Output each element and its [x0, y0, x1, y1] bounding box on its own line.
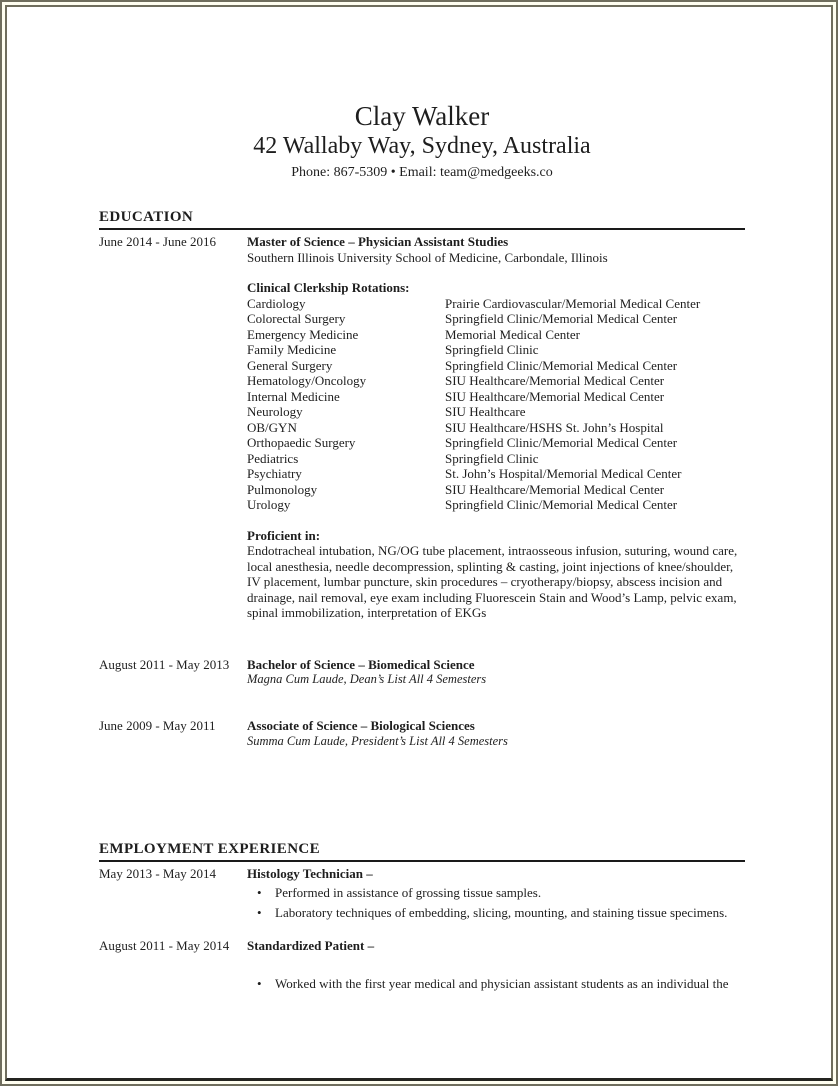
rotation-specialty: Pediatrics	[247, 450, 299, 466]
employment-heading: EMPLOYMENT EXPERIENCE	[99, 841, 745, 862]
rotation-site: Springfield Clinic	[445, 450, 539, 466]
rotation-site: Springfield Clinic	[445, 342, 539, 357]
degree-title: Master of Science – Physician Assistant Studies	[247, 234, 509, 249]
rotation-site: SIU Healthcare/Memorial Medical Center	[445, 388, 665, 404]
bullet-item	[247, 976, 745, 992]
entry-dates: May 2013 - May 2014	[99, 865, 216, 881]
education-entry-associates	[99, 718, 745, 749]
rotation-site: Memorial Medical Center	[445, 326, 581, 342]
entry-dates: August 2011 - May 2014	[99, 938, 230, 953]
entry-content	[247, 866, 745, 921]
proficient-text: Endotracheal intubation, NG/OG tube placement, intraosseous infusion, suturing, wound care, local anesthesia, needle decompression, splinting & casting, joint injections of knee/shoulder, IV placement, lumbar puncture, skin procedures – cryotherapy/biopsy, abscess incision and drainage, nail removal, eye exam including Fluorescein Stain and Wood’s Lamp, pelvic exam, spinal immobilization, interpretation of EKGs	[247, 543, 738, 620]
job-bullets	[247, 976, 745, 992]
bullet-item	[247, 885, 745, 901]
spacer	[247, 265, 745, 280]
rotation-site: Springfield Clinic/Memorial Medical Center	[445, 311, 678, 326]
bullet-icon	[247, 905, 275, 921]
rotation-site: SIU Healthcare/Memorial Medical Center	[445, 373, 665, 388]
rotation-site: SIU Healthcare/HSHS St. John’s Hospital	[445, 419, 664, 435]
rotation-specialty: Cardiology	[247, 295, 306, 311]
job-bullets	[247, 885, 745, 920]
rotation-specialty: Pulmonology	[247, 481, 318, 497]
rotation-site: Springfield Clinic/Memorial Medical Center	[445, 357, 678, 373]
rotation-specialty: Family Medicine	[247, 342, 337, 357]
rotation-specialty: Hematology/Oncology	[247, 373, 367, 388]
degree-honors: Magna Cum Laude, Dean’s List All 4 Semesters	[247, 672, 487, 686]
rotation-row	[247, 389, 745, 405]
rotation-row	[247, 482, 745, 498]
employment-section	[99, 841, 745, 992]
entry-content	[247, 718, 745, 749]
bullet-icon	[247, 885, 275, 901]
person-address: 42 Wallaby Way, Sydney, Australia	[253, 133, 591, 159]
rotation-row	[247, 466, 745, 482]
rotation-row	[247, 327, 745, 343]
degree-school: Southern Illinois University School of Medicine, Carbondale, Illinois	[247, 249, 608, 265]
degree-title: Associate of Science – Biological Sciences	[247, 718, 475, 733]
rotation-site: SIU Healthcare/Memorial Medical Center	[445, 481, 665, 497]
rotation-specialty: Neurology	[247, 404, 303, 419]
education-section	[99, 209, 745, 749]
rotation-row	[247, 358, 745, 374]
rotation-row	[247, 435, 745, 451]
entry-content	[247, 938, 745, 991]
employment-entry-standardized-patient	[99, 938, 745, 991]
rotation-row	[247, 373, 745, 389]
proficient-heading: Proficient in:	[247, 527, 321, 543]
rotations-list	[247, 296, 745, 513]
employment-entry-histology	[99, 866, 745, 921]
education-entry-masters	[99, 234, 745, 621]
rotation-specialty: Internal Medicine	[247, 388, 340, 404]
bullet-text: Worked with the first year medical and physician assistant students as an individual the	[275, 975, 729, 991]
job-title: Standardized Patient –	[247, 938, 375, 953]
contact-line: Phone: 867-5309 • Email: team@medgeeks.co	[291, 165, 553, 180]
person-name: Clay Walker	[354, 101, 490, 131]
entry-dates: June 2014 - June 2016	[99, 234, 216, 249]
rotation-row	[247, 404, 745, 420]
rotation-specialty: Emergency Medicine	[247, 326, 359, 342]
entry-dates: June 2009 - May 2011	[99, 718, 216, 733]
rotation-specialty: Urology	[247, 497, 291, 512]
rotation-site: St. John’s Hospital/Memorial Medical Center	[445, 466, 682, 481]
rotation-site: SIU Healthcare	[445, 404, 526, 419]
education-entry-bachelors	[99, 657, 745, 688]
rotation-specialty: Colorectal Surgery	[247, 311, 346, 326]
rotation-specialty: Psychiatry	[247, 466, 302, 481]
rotation-row	[247, 451, 745, 467]
job-title: Histology Technician –	[247, 865, 373, 881]
bullet-icon	[247, 976, 275, 992]
rotation-row	[247, 420, 745, 436]
rotation-specialty: Orthopaedic Surgery	[247, 435, 356, 450]
degree-title: Bachelor of Science – Biomedical Science	[247, 656, 475, 672]
rotation-row	[247, 311, 745, 327]
resume-page-inner	[5, 5, 833, 1081]
rotation-specialty: General Surgery	[247, 357, 333, 373]
rotation-row	[247, 342, 745, 358]
degree-honors: Summa Cum Laude, President’s List All 4 Semesters	[247, 733, 508, 748]
rotation-site: Prairie Cardiovascular/Memorial Medical Center	[445, 295, 701, 311]
entry-dates: August 2011 - May 2013	[99, 656, 230, 672]
spacer	[247, 513, 745, 528]
resume-header	[99, 7, 745, 182]
rotation-row	[247, 296, 745, 312]
rotation-site: Springfield Clinic/Memorial Medical Center	[445, 435, 678, 450]
rotation-row	[247, 497, 745, 513]
entry-content	[247, 234, 745, 621]
rotation-specialty: OB/GYN	[247, 419, 297, 435]
education-heading: EDUCATION	[99, 209, 745, 230]
bullet-item	[247, 905, 745, 921]
rotation-site: Springfield Clinic/Memorial Medical Center	[445, 497, 678, 512]
bullet-text: Performed in assistance of grossing tissue samples.	[275, 885, 542, 900]
rotations-heading: Clinical Clerkship Rotations:	[247, 280, 410, 295]
bullet-text: Laboratory techniques of embedding, slicing, mounting, and staining tissue specimens.	[275, 904, 728, 920]
entry-content	[247, 657, 745, 688]
